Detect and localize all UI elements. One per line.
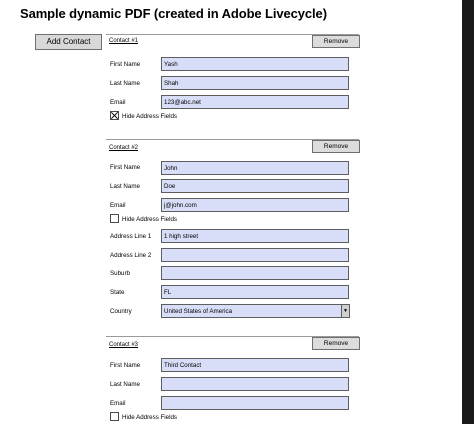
- country-value: United States of America: [164, 308, 233, 315]
- hide-address-checkbox-row[interactable]: [110, 112, 177, 122]
- last-name-label: Last Name: [110, 381, 140, 388]
- suburb-label: Suburb: [110, 270, 130, 277]
- hide-address-checkbox[interactable]: [110, 214, 119, 223]
- email-label: Email: [110, 99, 126, 106]
- state-label: State: [110, 289, 125, 296]
- remove-button[interactable]: Remove: [312, 35, 360, 48]
- hide-address-label: Hide Address Fields: [122, 414, 178, 422]
- hide-address-checkbox[interactable]: [110, 412, 119, 421]
- address-line-1-field[interactable]: 1 high street: [161, 229, 349, 243]
- last-name-field[interactable]: [161, 377, 349, 391]
- first-name-field[interactable]: Third Contact: [161, 358, 349, 372]
- email-label: Email: [110, 400, 126, 407]
- contact-label: Contact #1: [109, 38, 139, 44]
- chevron-down-icon[interactable]: ▼: [341, 305, 349, 317]
- email-label: Email: [110, 202, 126, 209]
- contact-card-1: [106, 34, 359, 139]
- remove-button[interactable]: Remove: [312, 140, 360, 153]
- email-field[interactable]: j@john.com: [161, 198, 349, 212]
- hide-address-checkbox[interactable]: [110, 111, 119, 120]
- scrollbar[interactable]: [462, 0, 474, 424]
- contact-card-3: [106, 336, 359, 425]
- address-line-2-label: Address Line 2: [110, 252, 152, 259]
- email-field[interactable]: [161, 396, 349, 410]
- add-contact-button[interactable]: Add Contact: [35, 34, 102, 50]
- contact-card-2: [106, 139, 359, 338]
- suburb-field[interactable]: [161, 266, 349, 280]
- contact-label: Contact #2: [109, 145, 139, 151]
- country-label: Country: [110, 308, 132, 315]
- last-name-field[interactable]: Doe: [161, 179, 349, 193]
- email-field[interactable]: 123@abc.net: [161, 95, 349, 109]
- first-name-label: First Name: [110, 362, 141, 369]
- hide-address-checkbox-row[interactable]: [110, 215, 177, 225]
- country-select[interactable]: [161, 304, 350, 318]
- page-title: Sample dynamic PDF (created in Adobe Livecycle): [20, 6, 327, 21]
- state-field[interactable]: FL: [161, 285, 349, 299]
- remove-button[interactable]: Remove: [312, 337, 360, 350]
- last-name-label: Last Name: [110, 183, 140, 190]
- first-name-field[interactable]: Yash: [161, 57, 349, 71]
- address-line-1-label: Address Line 1: [110, 233, 152, 240]
- first-name-label: First Name: [110, 164, 141, 171]
- first-name-field[interactable]: John: [161, 161, 349, 175]
- contact-label: Contact #3: [109, 342, 139, 348]
- hide-address-checkbox-row[interactable]: [110, 413, 177, 423]
- first-name-label: First Name: [110, 61, 141, 68]
- last-name-field[interactable]: Shah: [161, 76, 349, 90]
- hide-address-label: Hide Address Fields: [122, 113, 178, 121]
- last-name-label: Last Name: [110, 80, 140, 87]
- hide-address-label: Hide Address Fields: [122, 216, 178, 224]
- address-line-2-field[interactable]: [161, 248, 349, 262]
